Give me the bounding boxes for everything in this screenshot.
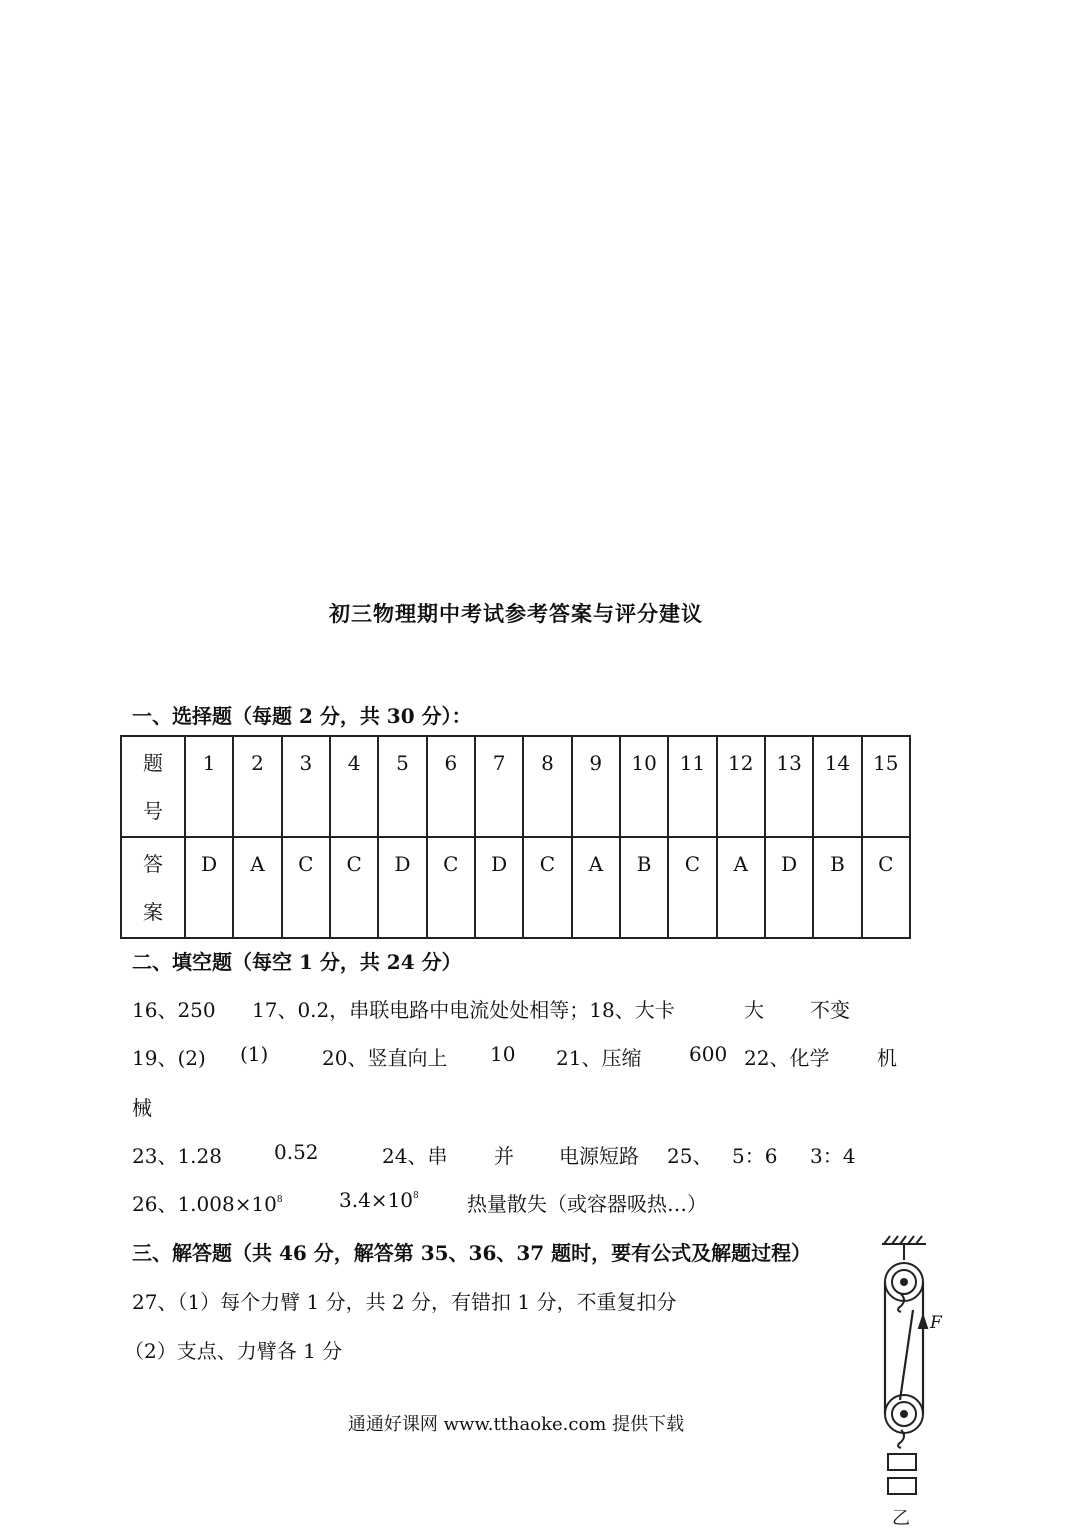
answer-cell: B	[813, 837, 861, 938]
row-label-answer: 答 案	[121, 837, 185, 938]
answer-17-18: 17、0.2，串联电路中电流处处相等；18、大卡	[252, 998, 675, 1022]
section2-heading: 二、填空题（每空 1 分，共 24 分）	[132, 950, 462, 974]
footer-source: 通通好课网 www.tthaoke.com 提供下载	[347, 1414, 685, 1435]
force-label: F	[930, 1313, 942, 1333]
question-number: 2	[233, 736, 281, 837]
question-number: 1	[185, 736, 233, 837]
fixed-pulley-icon	[885, 1263, 923, 1312]
answer-24b: 并	[494, 1144, 514, 1168]
page-title: 初三物理期中考试参考答案与评分建议	[329, 601, 703, 626]
answer-18b: 大	[744, 998, 764, 1022]
answer-cell: A	[233, 837, 281, 938]
answer-cell: A	[572, 837, 620, 938]
answer-cell: A	[717, 837, 765, 938]
answer-25b: 3：4	[810, 1144, 856, 1168]
answer-cell: D	[765, 837, 813, 938]
question-number: 15	[862, 736, 910, 837]
answer-18c: 不变	[810, 998, 850, 1022]
question-number: 4	[330, 736, 378, 837]
section3-heading: 三、解答题（共 46 分，解答第 35、36、37 题时，要有公式及解题过程）	[132, 1241, 812, 1265]
answer-table	[120, 735, 911, 939]
pulley-figure	[868, 1232, 958, 1532]
question-number: 9	[572, 736, 620, 837]
fill-line-5	[132, 1188, 892, 1214]
question-number: 3	[282, 736, 330, 837]
question-number: 8	[523, 736, 571, 837]
arrow-icon	[919, 1316, 927, 1382]
fill-line-4	[132, 1140, 892, 1166]
weight-icon	[888, 1454, 916, 1494]
ceiling-icon	[882, 1236, 926, 1260]
question-number: 13	[765, 736, 813, 837]
answer-23a: 23、1.28	[132, 1144, 222, 1168]
answer-cell: D	[475, 837, 523, 938]
answer-cell: B	[620, 837, 668, 938]
answer-21a: 21、压缩	[556, 1046, 642, 1070]
solution-27-1: 27、（1）每个力臂 1 分，共 2 分，有错扣 1 分，不重复扣分	[132, 1290, 677, 1314]
question-number: 11	[668, 736, 716, 837]
section1-heading: 一、选择题（每题 2 分，共 30 分）：	[132, 704, 472, 728]
answer-26a: 26、$1.008\times 10^8$	[132, 1192, 283, 1216]
solution-27-2: （2）支点、力臂各 1 分	[124, 1339, 343, 1363]
answer-20a: 20、竖直向上	[322, 1046, 448, 1070]
figure-label: 乙	[892, 1508, 910, 1529]
answer-cell: C	[523, 837, 571, 938]
answer-22b: 机	[877, 1046, 897, 1070]
fill-line-3: 械	[132, 1096, 152, 1120]
answer-23b: 0.52	[274, 1140, 319, 1164]
row-label-number: 题 号	[121, 736, 185, 837]
answer-24a: 24、串	[382, 1144, 448, 1168]
answer-16: 16、250	[132, 998, 216, 1022]
answer-21b: 600	[689, 1042, 728, 1066]
answer-cell: D	[185, 837, 233, 938]
answer-19b: (1)	[240, 1042, 269, 1066]
answer-cell: C	[862, 837, 910, 938]
answer-20b: 10	[490, 1042, 516, 1066]
table-row-numbers	[121, 736, 910, 837]
answer-26b: $3.4\times 10^8$	[339, 1188, 419, 1212]
answer-cell: C	[282, 837, 330, 938]
answer-24c: 电源短路	[559, 1144, 639, 1168]
answer-cell: C	[330, 837, 378, 938]
fill-line-1	[132, 994, 892, 1020]
answer-26c: 热量散失（或容器吸热…）	[467, 1192, 707, 1216]
fill-line-2	[132, 1042, 912, 1068]
answer-cell: C	[668, 837, 716, 938]
answer-cell: C	[427, 837, 475, 938]
question-number: 14	[813, 736, 861, 837]
answer-cell: D	[378, 837, 426, 938]
question-number: 10	[620, 736, 668, 837]
movable-pulley-icon	[885, 1395, 923, 1448]
answer-25-label: 25、	[667, 1144, 713, 1168]
question-number: 7	[475, 736, 523, 837]
question-number: 12	[717, 736, 765, 837]
answer-25a: 5：6	[732, 1144, 778, 1168]
table-row-answers	[121, 837, 910, 938]
question-number: 6	[427, 736, 475, 837]
answer-22a: 22、化学	[744, 1046, 830, 1070]
question-number: 5	[378, 736, 426, 837]
answer-19a: 19、(2)	[132, 1046, 206, 1070]
